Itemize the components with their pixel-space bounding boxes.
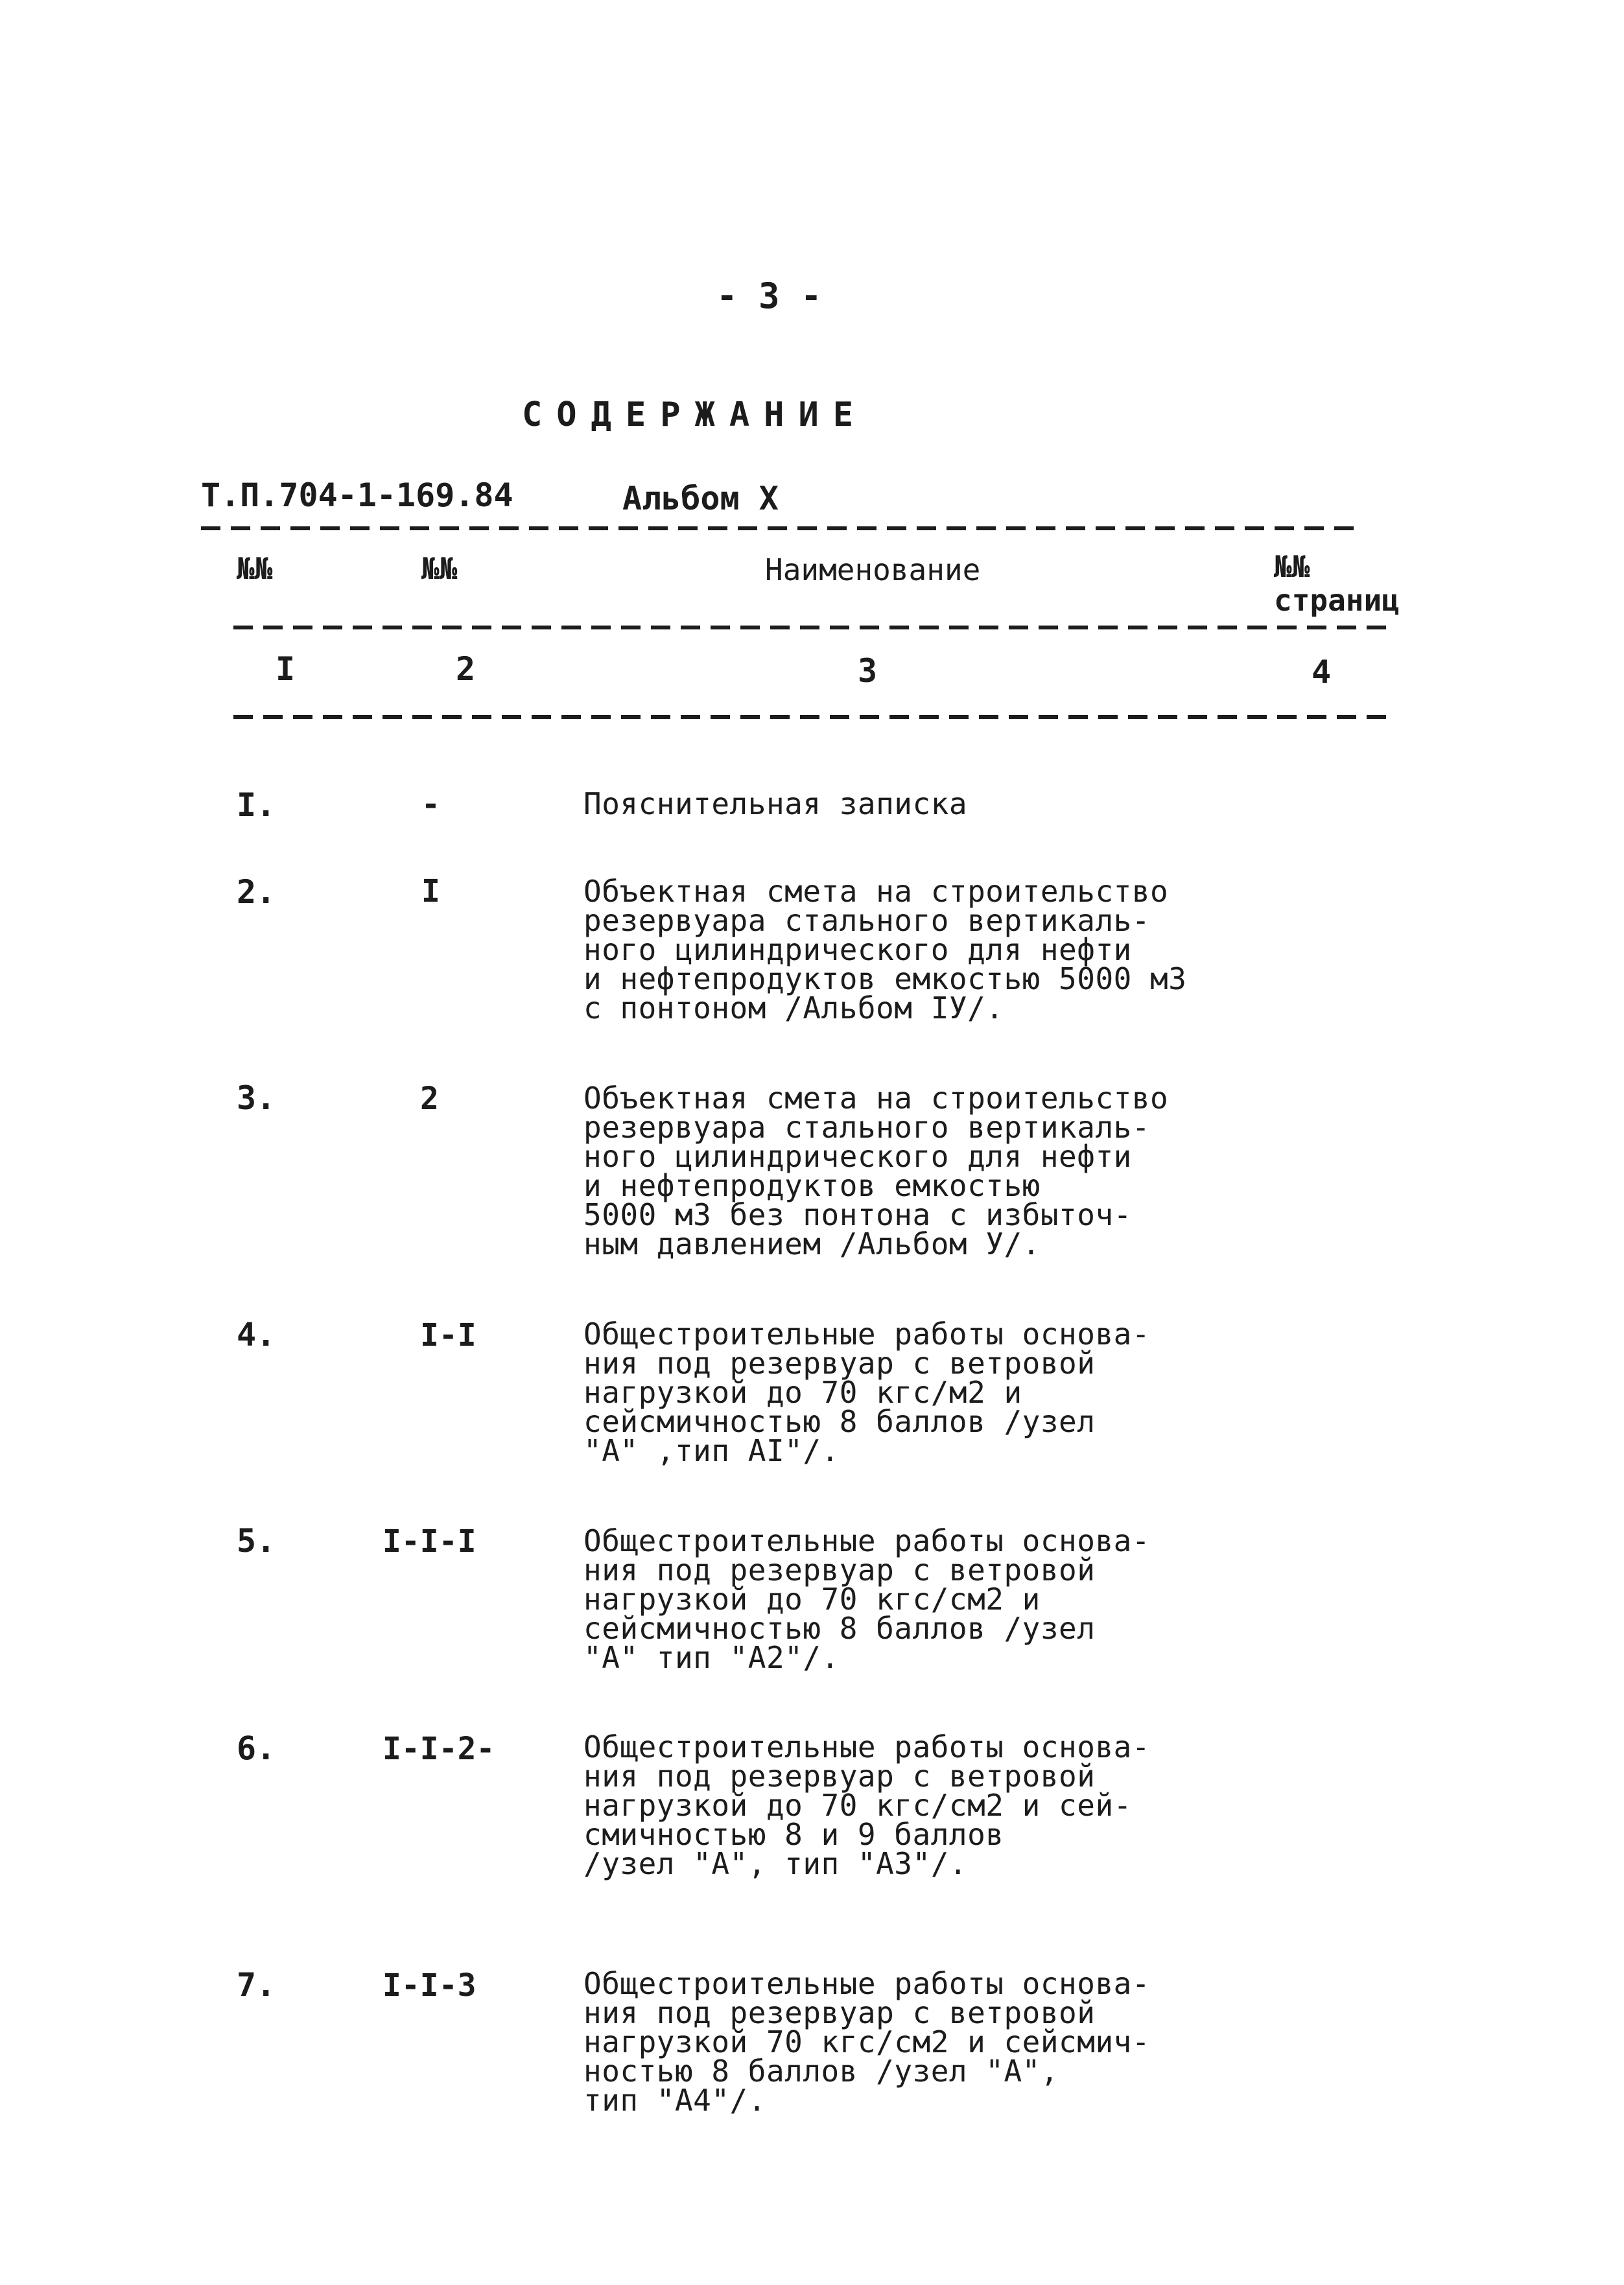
table-row-code: I-I-3	[382, 1967, 477, 2004]
table-row-description: Объектная смета на строительство резервуара стального вертикаль- ного цилиндрического для нефти и нефтепродуктов емкостью 5000 м3 без понтона с избыточ- ным давлением /Альбом У/.	[583, 1081, 1169, 1261]
table-row-description: Общестроительные работы основа- ния под резервуар с ветровой нагрузкой до 70 кгс/м2 и сейсмичностью 8 баллов /узел "А" ,тип АI"/.	[583, 1317, 1151, 1468]
column-number-4: 4	[1312, 653, 1332, 691]
table-row-number: 2.	[237, 873, 276, 911]
header-rule-top	[201, 526, 1355, 530]
column-header-name: Наименование	[765, 552, 981, 587]
table-row-code: -	[421, 786, 440, 823]
table-row-code: I-I	[420, 1317, 477, 1353]
column-header-number: №№	[237, 551, 273, 586]
table-row-number: 5.	[237, 1522, 276, 1560]
table-row-description: Общестроительные работы основа- ния под резервуар с ветровой нагрузкой до 70 кгс/см2 и сей- смичностью 8 и 9 баллов /узел "А", тип "А3"/.	[583, 1729, 1151, 1881]
table-row-description: Общестроительные работы основа- ния под резервуар с ветровой нагрузкой до 70 кгс/см2 и сейсмичностью 8 баллов /узел "А" тип "А2"/.	[583, 1523, 1151, 1675]
column-number-3: 3	[858, 652, 878, 690]
table-row-code: I-I-2-	[382, 1731, 495, 1767]
table-row-description: Общестроительные работы основа- ния под резервуар с ветровой нагрузкой 70 кгс/см2 и сейсмич- ностью 8 баллов /узел "А", тип "А4"/.	[583, 1966, 1151, 2118]
table-row-description: Объектная смета на строительство резервуара стального вертикаль- ного цилиндрического для нефти и нефтепродуктов емкостью 5000 м3 с понтоном /Альбом IУ/.	[583, 874, 1187, 1025]
page-title: СОДЕРЖАНИЕ	[522, 395, 868, 434]
header-rule-middle	[233, 626, 1387, 629]
page-number: - 3 -	[716, 275, 822, 316]
table-row-number: 3.	[237, 1079, 276, 1117]
column-number-2: 2	[456, 650, 476, 688]
album-label: Альбом Х	[622, 480, 779, 517]
table-row-code: I-I-I	[382, 1523, 477, 1560]
table-row-number: 4.	[237, 1316, 276, 1353]
document-code: Т.П.704-1-169.84	[201, 476, 513, 514]
table-row-code: I	[421, 873, 440, 909]
column-header-code: №№	[421, 551, 458, 586]
column-header-pages: №№ страниц	[1274, 549, 1400, 618]
table-row-number: 6.	[237, 1729, 276, 1767]
table-row-description: Пояснительная записка	[583, 786, 968, 821]
column-number-1: I	[276, 650, 296, 688]
table-row-number: I.	[237, 786, 276, 824]
table-row-code: 2	[420, 1081, 439, 1117]
table-row-number: 7.	[237, 1966, 276, 2004]
header-rule-bottom	[233, 715, 1387, 719]
